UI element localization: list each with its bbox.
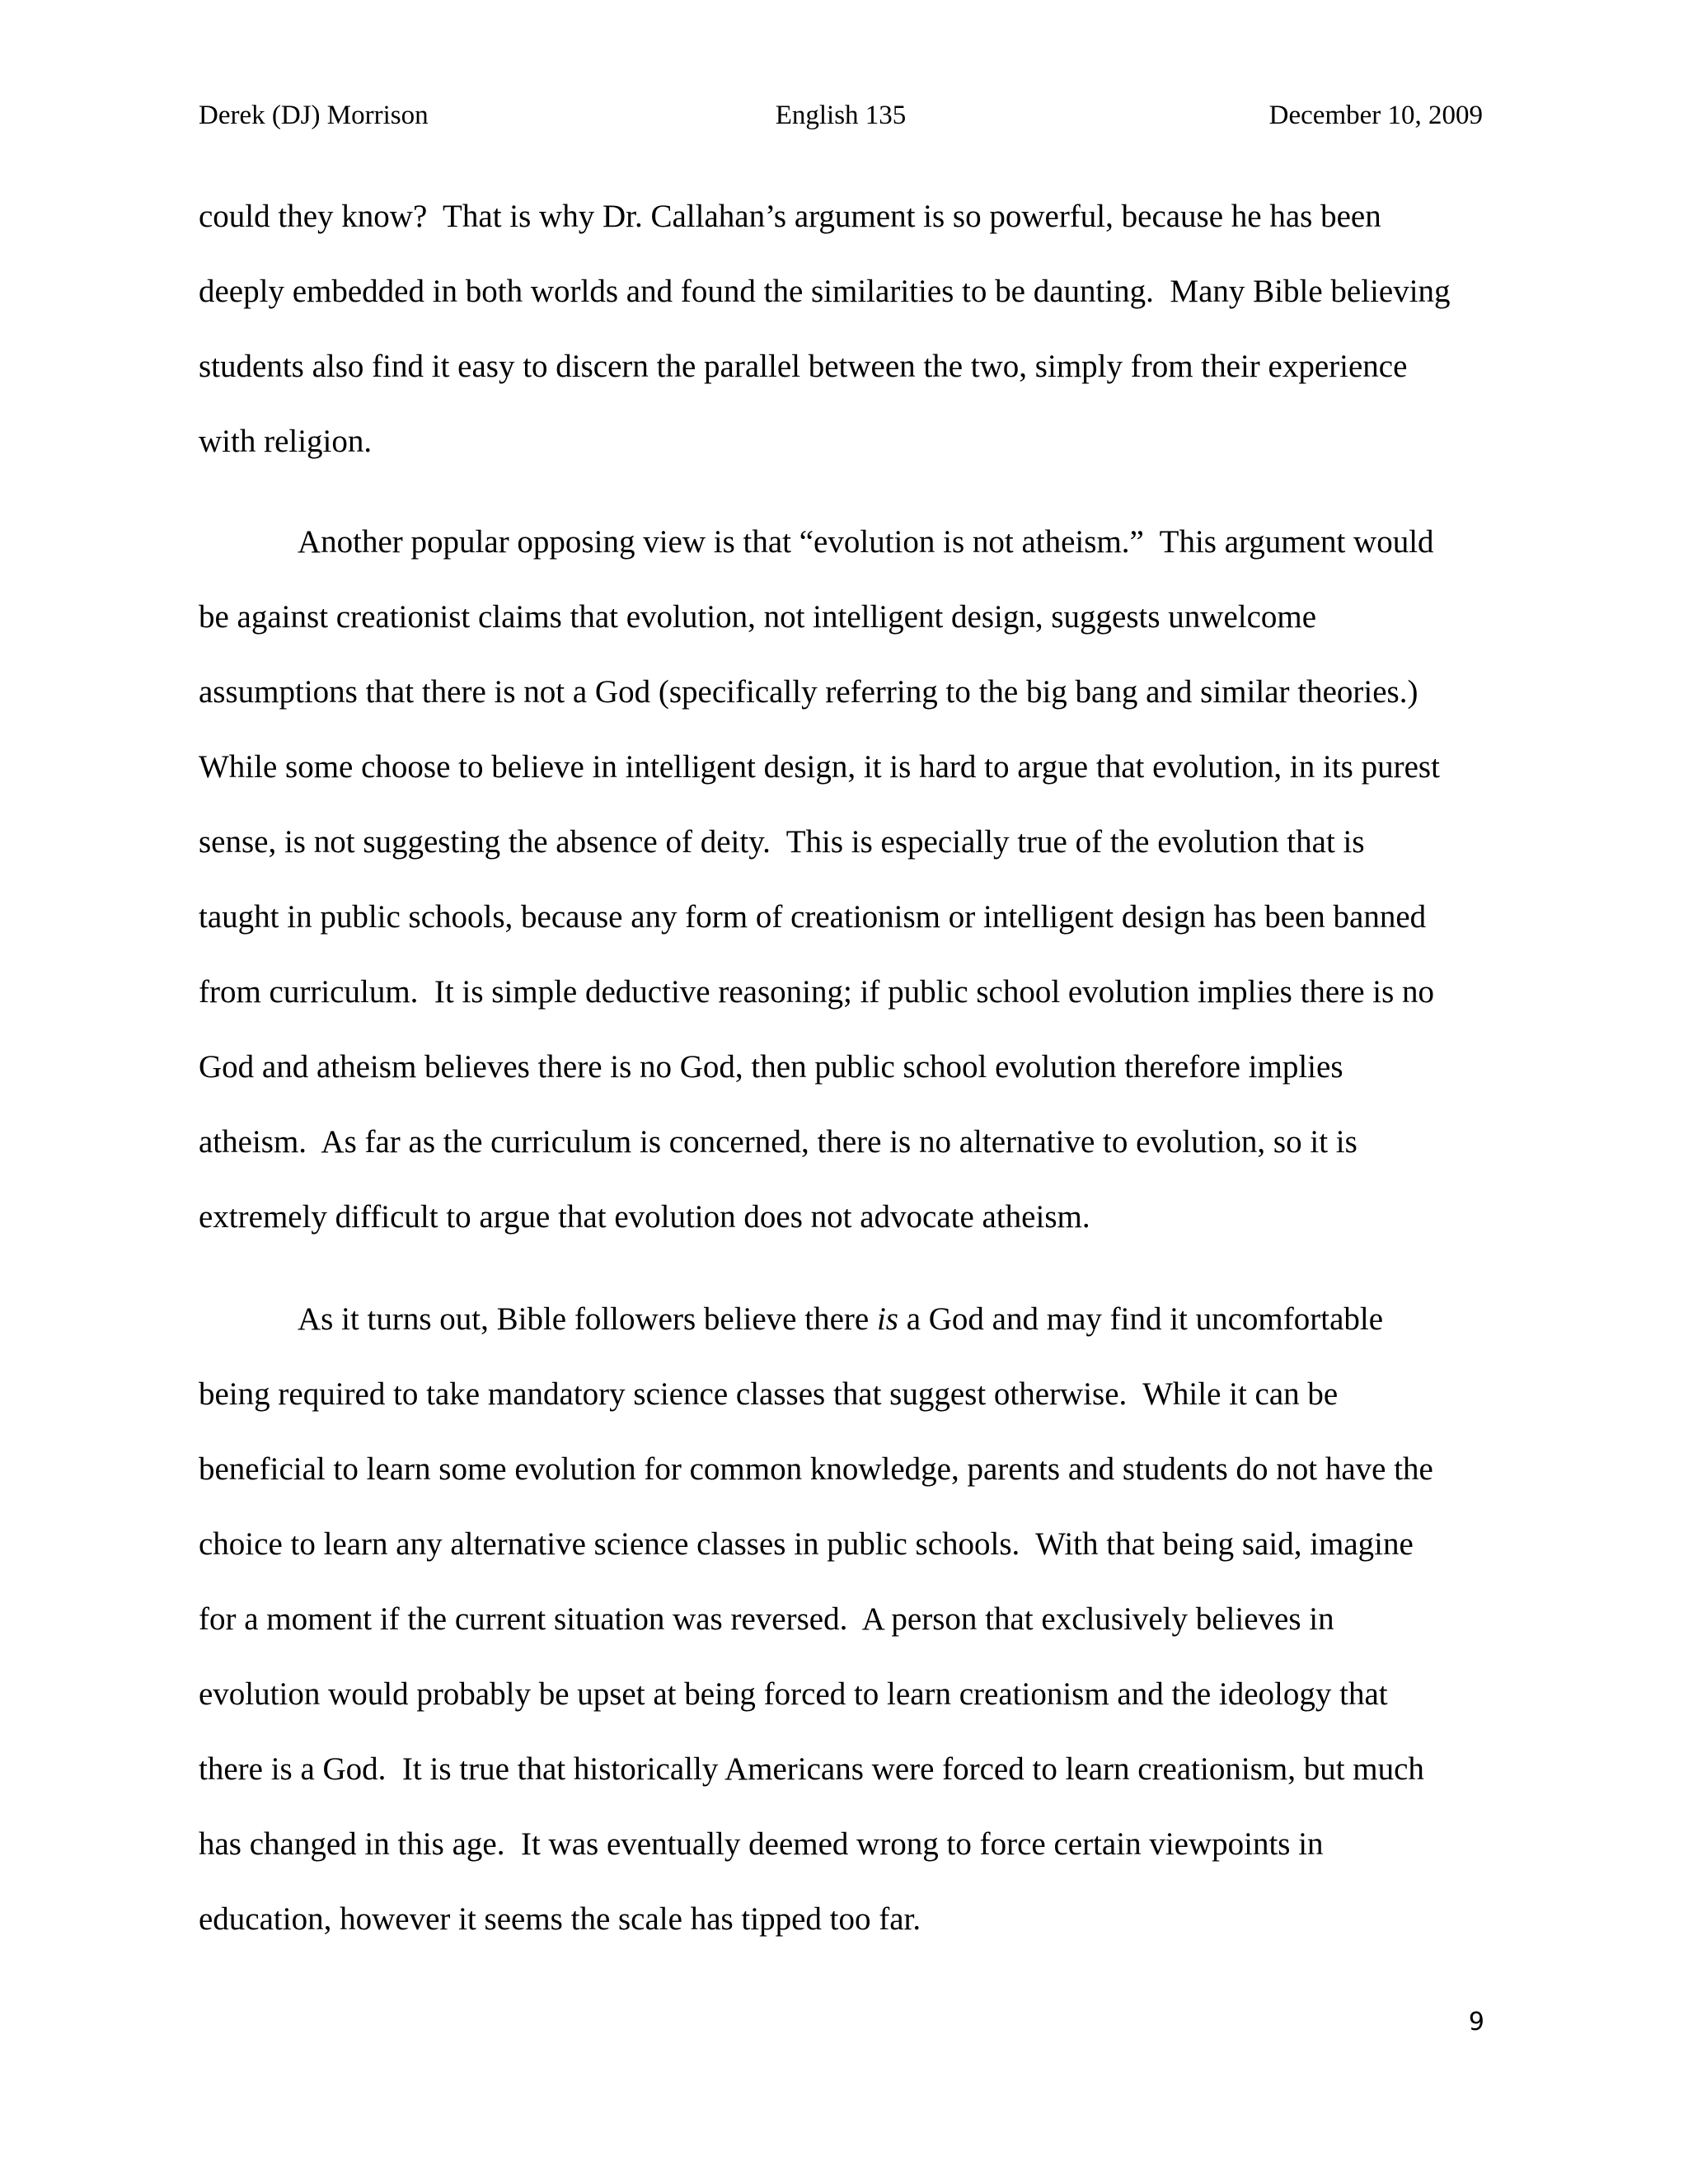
text-line: atheism. As far as the curriculum is concerned, there is no alternative to evolution, so it is	[199, 1124, 1357, 1160]
text-line: deeply embedded in both worlds and found the similarities to be daunting. Many Bible believing	[199, 274, 1451, 309]
text-line: education, however it seems the scale has tipped too far.	[199, 1901, 921, 1937]
text-line: beneficial to learn some evolution for common knowledge, parents and students do not have the	[199, 1451, 1433, 1487]
text-run: a God and may find it uncomfortable	[898, 1301, 1384, 1337]
text-line: Another popular opposing view is that “evolution is not atheism.” This argument would	[298, 524, 1434, 560]
text-line: there is a God. It is true that historically Americans were forced to learn creationism, but much	[199, 1751, 1424, 1787]
text-line: God and atheism believes there is no God, then public school evolution therefore implies	[199, 1049, 1343, 1085]
header-author: Derek (DJ) Morrison	[199, 101, 429, 130]
text-line: from curriculum. It is simple deductive reasoning; if public school evolution implies there is no	[199, 974, 1435, 1010]
text-line: could they know? That is why Dr. Callahan’s argument is so powerful, because he has been	[199, 199, 1381, 234]
text-line: While some choose to believe in intelligent design, it is hard to argue that evolution, in its purest	[199, 749, 1440, 785]
header-date: December 10, 2009	[1268, 101, 1483, 130]
text-run: As it turns out, Bible followers believe there	[298, 1301, 877, 1337]
text-line: taught in public schools, because any form of creationism or intelligent design has been banned	[199, 899, 1427, 935]
text-line: has changed in this age. It was eventually deemed wrong to force certain viewpoints in	[199, 1826, 1324, 1862]
emphasis-text: is	[876, 1301, 898, 1337]
page-number: 9	[1468, 2008, 1484, 2036]
text-line	[298, 1299, 1383, 1340]
text-line: being required to take mandatory science classes that suggest otherwise. While it can be	[199, 1376, 1339, 1412]
text-line: with religion.	[199, 424, 373, 459]
page-header	[199, 97, 1483, 134]
text-line: sense, is not suggesting the absence of deity. This is especially true of the evolution that is	[199, 824, 1365, 860]
header-course: English 135	[775, 101, 907, 130]
text-line: for a moment if the current situation was reversed. A person that exclusively believes in	[199, 1601, 1334, 1637]
text-line: choice to learn any alternative science classes in public schools. With that being said, imagine	[199, 1526, 1414, 1562]
text-line: be against creationist claims that evolution, not intelligent design, suggests unwelcome	[199, 599, 1317, 635]
text-line: extremely difficult to argue that evolution does not advocate atheism.	[199, 1199, 1090, 1235]
text-line: students also find it easy to discern the parallel between the two, simply from their experience	[199, 349, 1408, 384]
text-line: evolution would probably be upset at being forced to learn creationism and the ideology that	[199, 1676, 1388, 1712]
text-line: assumptions that there is not a God (specifically referring to the big bang and similar theories.)	[199, 674, 1418, 710]
